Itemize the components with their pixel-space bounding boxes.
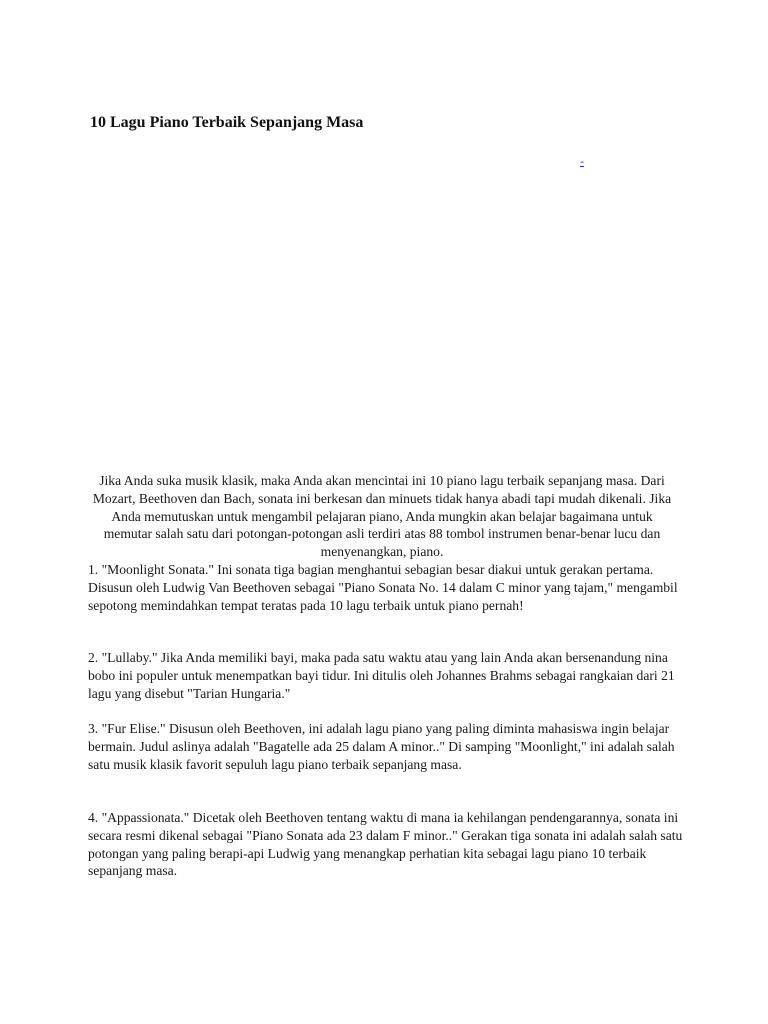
intro-paragraph: Jika Anda suka musik klasik, maka Anda akan mencintai ini 10 piano lagu terbaik sepanjang masa. Dari Mozart, Beethoven dan Bach, sonata ini berkesan dan minuets tidak hanya abadi tapi mudah dikenali. Jika Anda memutuskan untuk mengambil pelajaran piano, Anda mungkin akan belajar bagaimana untuk memutar salah satu dari potongan-potongan asli terdiri atas 88 tombol instrumen benar-benar lucu dan menyenangkan, piano.: [92, 473, 672, 560]
dash-link[interactable]: -: [580, 154, 584, 168]
list-item-3: 3. "Fur Elise." Disusun oleh Beethoven, ini adalah lagu piano yang paling diminta mahasiswa ingin belajar bermain. Judul aslinya adalah "Bagatelle ada 25 dalam A minor.." Di samping "Moonlight," ini adalah salah satu musik klasik favorit sepuluh lagu piano terbaik sepanjang masa.: [88, 721, 675, 772]
document-title: 10 Lagu Piano Terbaik Sepanjang Masa: [90, 114, 364, 131]
list-item-4: 4. "Appassionata." Dicetak oleh Beethoven tentang waktu di mana ia kehilangan pendengarannya, sonata ini secara resmi dikenal sebagai "Piano Sonata ada 23 dalam F minor.." Gerakan tiga sonata ini adalah salah satu potongan yang paling berapi-api Ludwig yang menangkap perhatian kita sebagai lagu piano 10 terbaik sepanjang masa.: [88, 810, 683, 879]
list-item-1: 1. "Moonlight Sonata." Ini sonata tiga bagian menghantui sebagian besar diakui untuk gerakan pertama. Disusun oleh Ludwig Van Beethoven sebagai "Piano Sonata No. 14 dalam C minor yang tajam," mengambil sepotong memindahkan tempat teratas pada 10 lagu terbaik untuk piano pernah!: [88, 562, 678, 613]
list-item-2: 2. "Lullaby." Jika Anda memiliki bayi, maka pada satu waktu atau yang lain Anda akan bersenandung nina bobo ini populer untuk menempatkan bayi tidur. Ini ditulis oleh Johannes Brahms sebagai rangkaian dari 21 lagu yang disebut "Tarian Hungaria.": [88, 650, 675, 701]
